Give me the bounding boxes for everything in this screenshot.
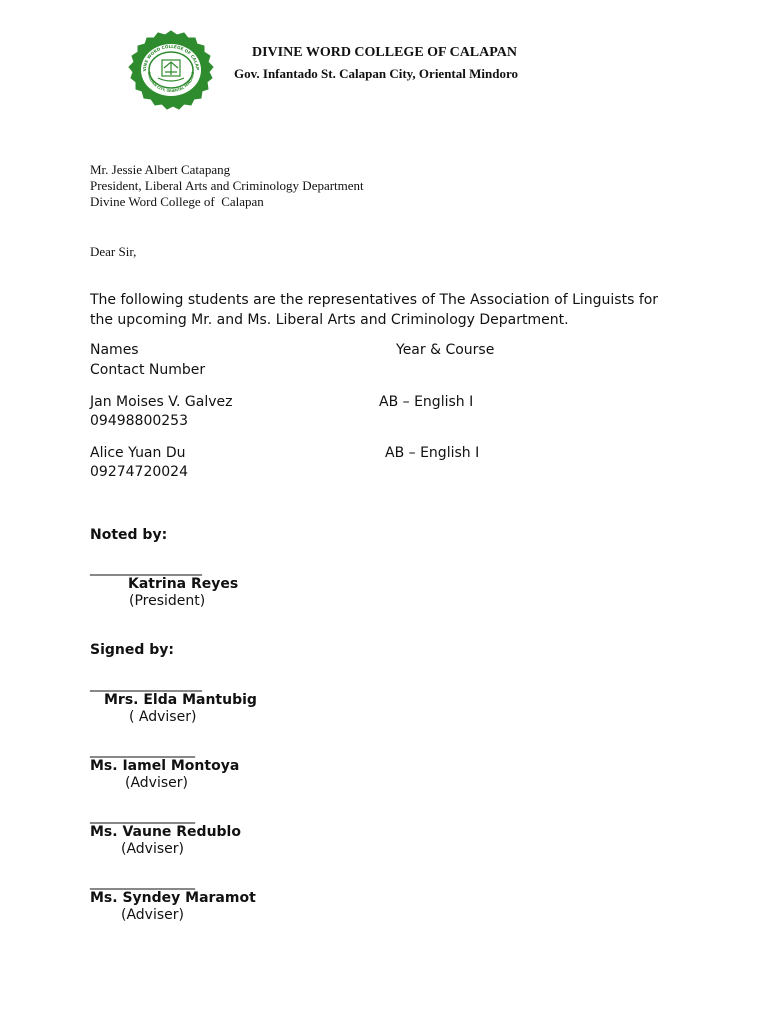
student-contact: 09498800253 xyxy=(90,413,188,429)
signature-line: _______________ xyxy=(90,742,195,758)
recipient-block xyxy=(90,162,364,210)
signatory-role: (Adviser) xyxy=(121,841,184,857)
header-year-course: Year & Course xyxy=(396,342,495,358)
student-year-course: AB – English I xyxy=(379,394,474,410)
signatory-name: Mrs. Elda Mantubig xyxy=(104,692,257,708)
student-name: Alice Yuan Du xyxy=(90,445,186,461)
signatory-role: ( Adviser) xyxy=(129,709,197,725)
seal-text-bottom: CALAPAN CITY, ORIENTAL MINDORO xyxy=(146,71,196,94)
noted-name: Katrina Reyes xyxy=(128,576,239,592)
signature-line: ________________ xyxy=(90,560,202,576)
signatory-name: Ms. Iamel Montoya xyxy=(90,758,240,774)
college-address: Gov. Infantado St. Calapan City, Oriental Mindoro xyxy=(234,66,518,81)
header-contact: Contact Number xyxy=(90,362,206,378)
signed-by-label: Signed by: xyxy=(90,642,175,658)
signatory-name: Ms. Syndey Maramot xyxy=(90,890,256,906)
college-seal-logo xyxy=(122,30,220,110)
signatory-role: (Adviser) xyxy=(125,775,188,791)
recipient-name: Mr. Jessie Albert Catapang xyxy=(90,162,231,177)
student-year-course: AB – English I xyxy=(385,445,480,461)
signature-line: _______________ xyxy=(90,808,195,824)
signatory-role: (Adviser) xyxy=(121,907,184,923)
salutation: Dear Sir, xyxy=(90,244,137,259)
college-name: DIVINE WORD COLLEGE OF CALAPAN xyxy=(252,45,517,60)
student-contact: 09274720024 xyxy=(90,464,188,480)
recipient-position: President, Liberal Arts and Criminology Department xyxy=(90,178,364,193)
recipient-institution: Divine Word College of Calapan xyxy=(90,194,264,209)
noted-by-label: Noted by: xyxy=(90,527,168,543)
noted-role: (President) xyxy=(129,593,206,609)
header-names: Names xyxy=(90,342,139,358)
letter-body: The following students are the representatives of The Association of Linguists for the upcoming Mr. and Ms. Liberal Arts and Criminology Department. xyxy=(90,292,659,328)
seal-text-top: VINE WORD COLLEGE OF CALAP xyxy=(141,43,201,72)
signature-line: _______________ xyxy=(90,874,195,890)
signatory-name: Ms. Vaune Redublo xyxy=(90,824,241,840)
signature-line: ________________ xyxy=(90,676,202,692)
student-name: Jan Moises V. Galvez xyxy=(90,394,233,410)
